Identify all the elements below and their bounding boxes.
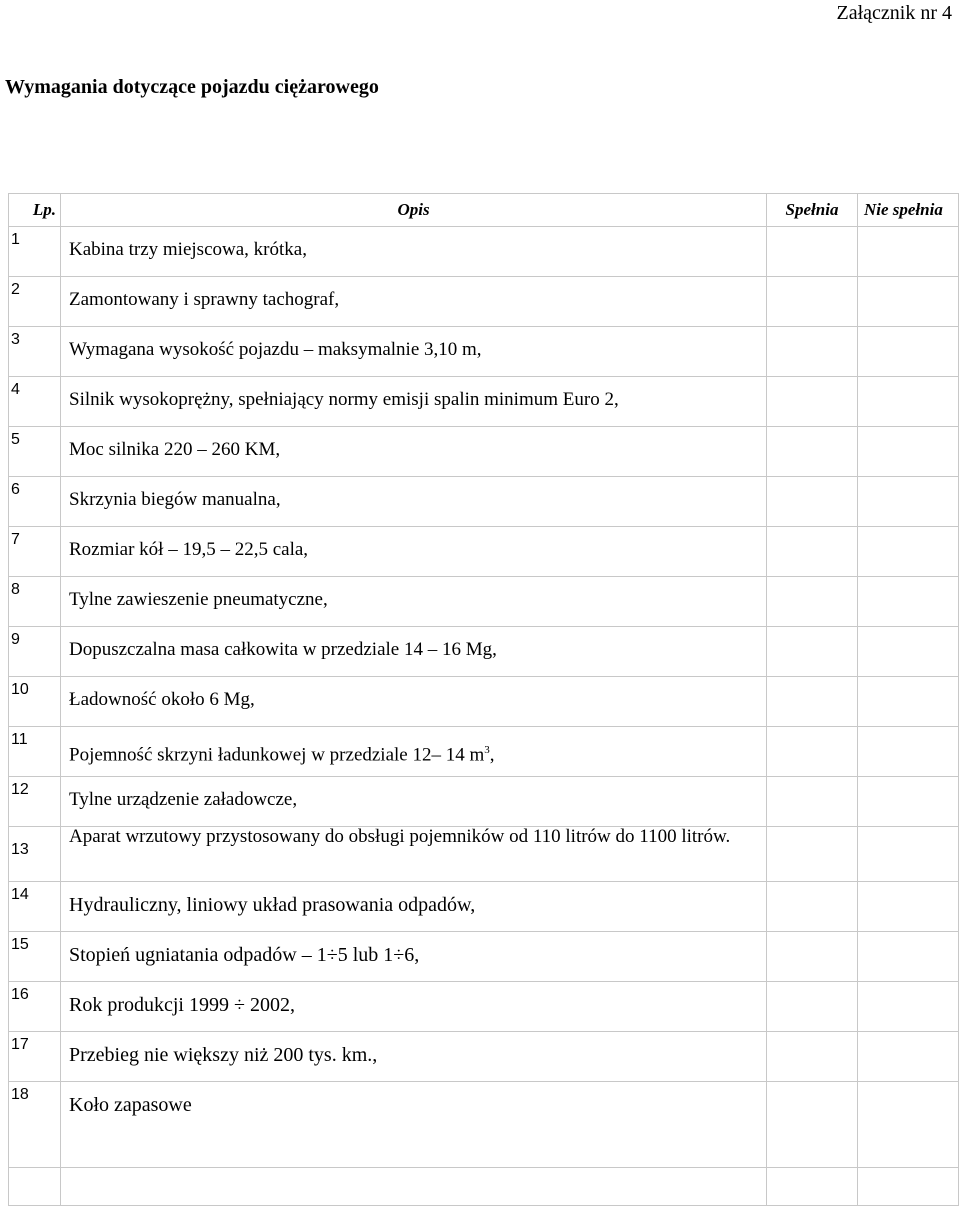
row-number: 16 <box>9 982 61 1032</box>
does-not-meet-cell[interactable] <box>858 932 959 982</box>
column-header-nie-spelnia: Nie spełnia <box>858 194 959 227</box>
row-number: 9 <box>9 627 61 677</box>
row-description: Przebieg nie większy niż 200 tys. km., <box>61 1032 767 1082</box>
meets-cell[interactable] <box>767 1168 858 1206</box>
table-header-row <box>9 194 959 227</box>
row-description: Rozmiar kół – 19,5 – 22,5 cala, <box>61 527 767 577</box>
does-not-meet-cell[interactable] <box>858 1168 959 1206</box>
row-description: Tylne zawieszenie pneumatyczne, <box>61 577 767 627</box>
requirements-table <box>8 193 959 1206</box>
does-not-meet-cell[interactable] <box>858 577 959 627</box>
does-not-meet-cell[interactable] <box>858 327 959 377</box>
meets-cell[interactable] <box>767 882 858 932</box>
row-number: 10 <box>9 677 61 727</box>
meets-cell[interactable] <box>767 427 858 477</box>
row-description: Koło zapasowe <box>61 1082 767 1168</box>
row-number: 17 <box>9 1032 61 1082</box>
row-description: Moc silnika 220 – 260 KM, <box>61 427 767 477</box>
does-not-meet-cell[interactable] <box>858 477 959 527</box>
does-not-meet-cell[interactable] <box>858 277 959 327</box>
row-description: Silnik wysokoprężny, spełniający normy emisji spalin minimum Euro 2, <box>61 377 767 427</box>
meets-cell[interactable] <box>767 932 858 982</box>
table-row <box>9 932 959 982</box>
table-row <box>9 327 959 377</box>
row-number: 13 <box>9 827 61 882</box>
table-row <box>9 827 959 882</box>
meets-cell[interactable] <box>767 827 858 882</box>
table-row <box>9 377 959 427</box>
does-not-meet-cell[interactable] <box>858 377 959 427</box>
row-description: Stopień ugniatania odpadów – 1÷5 lub 1÷6, <box>61 932 767 982</box>
row-number: 11 <box>9 727 61 777</box>
column-header-opis: Opis <box>61 194 767 227</box>
row-number: 15 <box>9 932 61 982</box>
row-number: 8 <box>9 577 61 627</box>
does-not-meet-cell[interactable] <box>858 427 959 477</box>
meets-cell[interactable] <box>767 677 858 727</box>
does-not-meet-cell[interactable] <box>858 827 959 882</box>
table-row <box>9 677 959 727</box>
table-row <box>9 627 959 677</box>
row-description: Aparat wrzutowy przystosowany do obsługi pojemników od 110 litrów do 1100 litrów. <box>61 827 767 882</box>
table-row <box>9 1082 959 1168</box>
does-not-meet-cell[interactable] <box>858 882 959 932</box>
meets-cell[interactable] <box>767 577 858 627</box>
empty-cell <box>9 1168 61 1206</box>
does-not-meet-cell[interactable] <box>858 1032 959 1082</box>
meets-cell[interactable] <box>767 227 858 277</box>
column-header-spelnia: Spełnia <box>767 194 858 227</box>
table-row <box>9 427 959 477</box>
table-row <box>9 577 959 627</box>
meets-cell[interactable] <box>767 982 858 1032</box>
meets-cell[interactable] <box>767 627 858 677</box>
row-description: Wymagana wysokość pojazdu – maksymalnie 3,10 m, <box>61 327 767 377</box>
row-number: 2 <box>9 277 61 327</box>
row-number: 1 <box>9 227 61 277</box>
row-description: Hydrauliczny, liniowy układ prasowania odpadów, <box>61 882 767 932</box>
row-description: Ładowność około 6 Mg, <box>61 677 767 727</box>
row-number: 12 <box>9 777 61 827</box>
does-not-meet-cell[interactable] <box>858 727 959 777</box>
row-description: Rok produkcji 1999 ÷ 2002, <box>61 982 767 1032</box>
row-number: 14 <box>9 882 61 932</box>
meets-cell[interactable] <box>767 477 858 527</box>
row-description: Dopuszczalna masa całkowita w przedziale 14 – 16 Mg, <box>61 627 767 677</box>
row-number: 3 <box>9 327 61 377</box>
table-row <box>9 777 959 827</box>
meets-cell[interactable] <box>767 1082 858 1168</box>
meets-cell[interactable] <box>767 727 858 777</box>
table-row <box>9 727 959 777</box>
row-description <box>61 727 767 777</box>
empty-table-row <box>9 1168 959 1206</box>
row-number: 4 <box>9 377 61 427</box>
meets-cell[interactable] <box>767 327 858 377</box>
row-number: 7 <box>9 527 61 577</box>
does-not-meet-cell[interactable] <box>858 777 959 827</box>
table-row <box>9 882 959 932</box>
meets-cell[interactable] <box>767 277 858 327</box>
row-number: 5 <box>9 427 61 477</box>
meets-cell[interactable] <box>767 1032 858 1082</box>
does-not-meet-cell[interactable] <box>858 1082 959 1168</box>
row-number: 6 <box>9 477 61 527</box>
table-row <box>9 227 959 277</box>
table-row <box>9 477 959 527</box>
meets-cell[interactable] <box>767 377 858 427</box>
row-description-text: Pojemność skrzyni ładunkowej w przedziale 12– 14 m <box>69 744 485 766</box>
column-header-lp: Lp. <box>9 194 61 227</box>
does-not-meet-cell[interactable] <box>858 677 959 727</box>
row-description: Tylne urządzenie załadowcze, <box>61 777 767 827</box>
does-not-meet-cell[interactable] <box>858 627 959 677</box>
row-number: 18 <box>9 1082 61 1168</box>
does-not-meet-cell[interactable] <box>858 527 959 577</box>
row-description: Skrzynia biegów manualna, <box>61 477 767 527</box>
superscript-exponent: 3 <box>484 744 490 756</box>
does-not-meet-cell[interactable] <box>858 982 959 1032</box>
row-description: Zamontowany i sprawny tachograf, <box>61 277 767 327</box>
table-row <box>9 527 959 577</box>
annex-number: Załącznik nr 4 <box>836 2 952 24</box>
row-description-punctuation: , <box>489 744 495 766</box>
meets-cell[interactable] <box>767 777 858 827</box>
table-row <box>9 1032 959 1082</box>
table-row <box>9 982 959 1032</box>
does-not-meet-cell[interactable] <box>858 227 959 277</box>
table-row <box>9 277 959 327</box>
meets-cell[interactable] <box>767 527 858 577</box>
row-description: Kabina trzy miejscowa, krótka, <box>61 227 767 277</box>
empty-cell <box>61 1168 767 1206</box>
document-title: Wymagania dotyczące pojazdu ciężarowego <box>5 76 379 98</box>
